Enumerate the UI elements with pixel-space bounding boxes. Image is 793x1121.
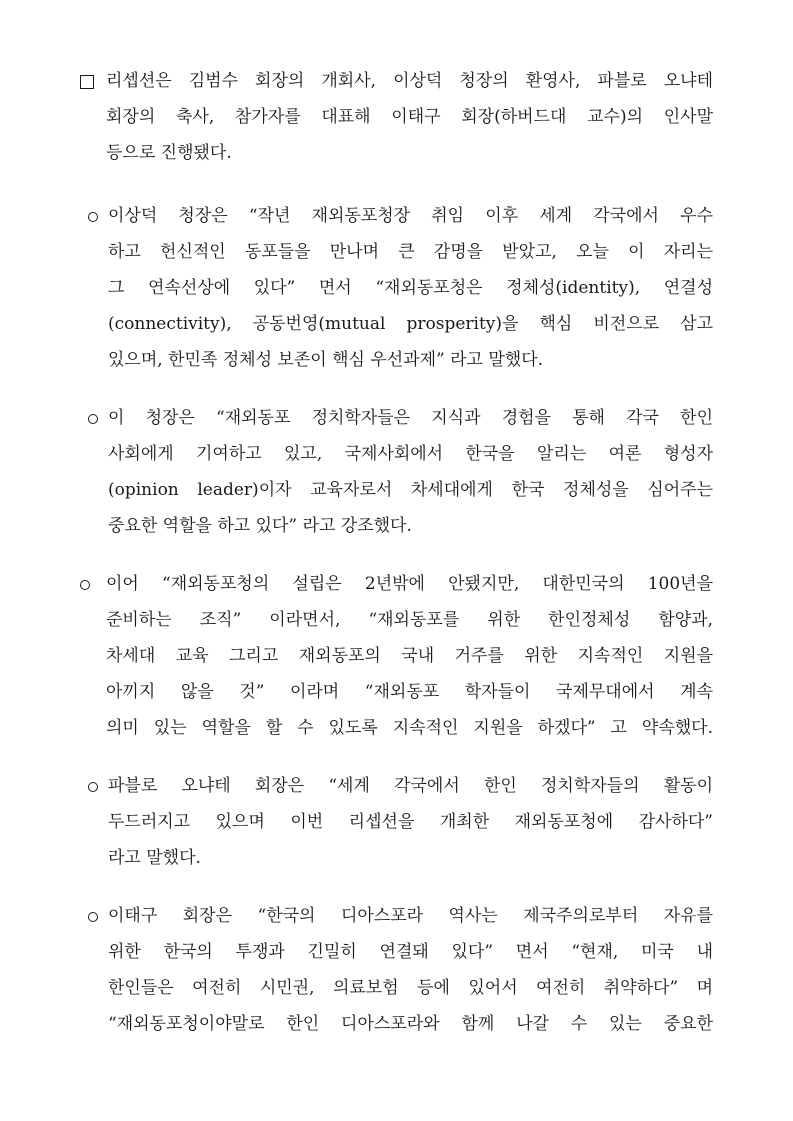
text-line: 그 연속선상에 있다” 면서 “재외동포청은 정체성(identity), 연결성 [108, 278, 713, 298]
text-line: 있으며, 한민족 정체성 보존이 핵심 우선과제” 라고 말했다. [108, 350, 544, 370]
text-line: 라고 말했다. [108, 848, 201, 868]
text-line: “재외동포청이야말로 한인 디아스포라와 함께 나갈 수 있는 중요한 [108, 1014, 713, 1034]
text-line: 두드러지고 있으며 이번 리셉션을 개최한 재외동포청에 감사하다” [108, 812, 713, 832]
text-line: 등으로 진행됐다. [106, 143, 232, 163]
text-line: (opinion leader)이자 교육자로서 차세대에게 한국 정체성을 심어주는 [108, 480, 713, 500]
circle-bullet-icon [80, 580, 90, 590]
text-line: 사회에게 기여하고 있고, 국제사회에서 한국을 알리는 여론 형성자 [108, 444, 713, 464]
text-line: 차세대 교육 그리고 재외동포의 국내 거주를 위한 지속적인 지원을 [106, 646, 713, 666]
text-line: 이 청장은 “재외동포 정치학자들은 지식과 경험을 통해 각국 한인 [108, 408, 713, 428]
text-line: 파블로 오냐테 회장은 “세계 각국에서 한인 정치학자들의 활동이 [108, 776, 713, 796]
text-line: 의미 있는 역할을 할 수 있도록 지속적인 지원을 하겠다” 고 약속했다. [106, 718, 713, 738]
text-line: 아끼지 않을 것” 이라며 “재외동포 학자들이 국제무대에서 계속 [106, 682, 713, 702]
square-bullet-icon [80, 75, 94, 89]
circle-bullet-icon [88, 414, 98, 424]
circle-bullet-icon [88, 912, 98, 922]
text-line: 이어 “재외동포청의 설립은 2년밖에 안됐지만, 대한민국의 100년을 [106, 574, 713, 594]
text-line: 리셉션은 김범수 회장의 개회사, 이상덕 청장의 환영사, 파블로 오냐테 [106, 71, 713, 91]
text-line: 이태구 회장은 “한국의 디아스포라 역사는 제국주의로부터 자유를 [108, 906, 713, 926]
circle-bullet-icon [88, 212, 98, 222]
text-line: 회장의 축사, 참가자를 대표해 이태구 회장(하버드대 교수)의 인사말 [106, 107, 713, 127]
text-line: 한인들은 여전히 시민권, 의료보험 등에 있어서 여전히 취약하다” 며 [108, 978, 713, 998]
text-line: 하고 헌신적인 동포들을 만나며 큰 감명을 받았고, 오늘 이 자리는 [108, 242, 713, 262]
text-line: 이상덕 청장은 “작년 재외동포청장 취임 이후 세계 각국에서 우수 [108, 206, 713, 226]
text-line: 준비하는 조직” 이라면서, “재외동포를 위한 한인정체성 함양과, [106, 610, 713, 630]
text-line: 위한 한국의 투쟁과 긴밀히 연결돼 있다” 면서 “현재, 미국 내 [108, 942, 713, 962]
text-line: (connectivity), 공동번영(mutual prosperity)을 핵심 비전으로 삼고 [108, 314, 713, 334]
text-line: 중요한 역할을 하고 있다” 라고 강조했다. [108, 516, 412, 536]
circle-bullet-icon [88, 782, 98, 792]
